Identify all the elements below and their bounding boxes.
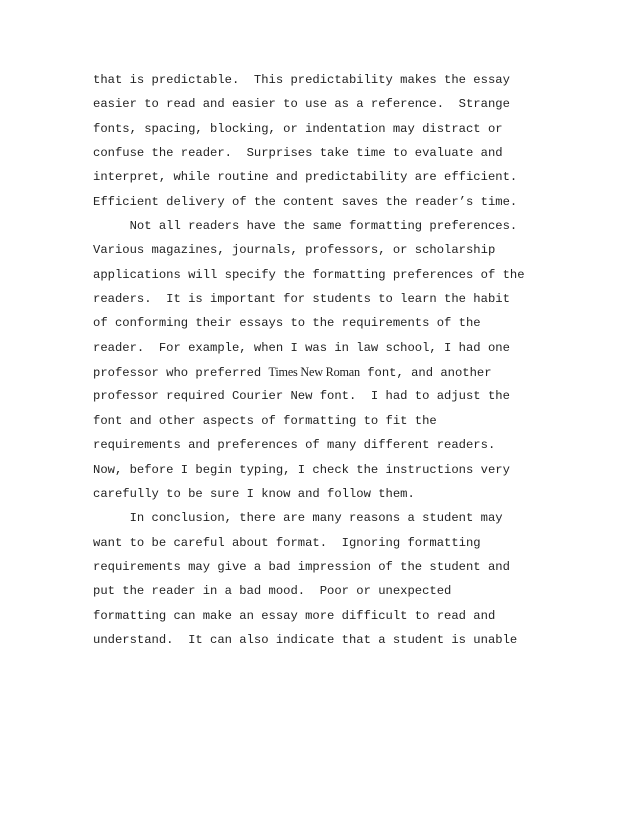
text-line: fonts, spacing, blocking, or indentation may distract or <box>93 121 503 136</box>
text-line: want to be careful about format. Ignoring formatting <box>93 535 481 550</box>
essay-text <box>93 68 553 652</box>
text-line: easier to read and easier to use as a reference. Strange <box>93 97 510 112</box>
text-line: Now, before I begin typing, I check the instructions very <box>93 462 510 477</box>
times-new-roman-run: Times New Roman <box>268 365 360 380</box>
text-line: interpret, while routine and predictability are efficient. <box>93 170 518 185</box>
paragraph-start-line: Not all readers have the same formatting preferences. <box>93 219 518 234</box>
text-line: confuse the reader. Surprises take time to evaluate and <box>93 146 503 161</box>
text-run: font, and another <box>359 366 492 381</box>
text-line: Various magazines, journals, professors, or scholarship <box>93 243 496 258</box>
text-line-mixed-font <box>93 360 553 384</box>
text-line: understand. It can also indicate that a student is unable <box>93 632 518 647</box>
text-run: professor who preferred <box>93 366 269 381</box>
text-line: formatting can make an essay more difficult to read and <box>93 608 496 623</box>
text-line: put the reader in a bad mood. Poor or unexpected <box>93 584 452 599</box>
paragraph-start-line: In conclusion, there are many reasons a student may <box>93 511 503 526</box>
text-line: font and other aspects of formatting to fit the <box>93 413 437 428</box>
text-line: requirements and preferences of many different readers. <box>93 438 496 453</box>
text-line: professor required Courier New font. I had to adjust the <box>93 389 510 404</box>
text-line: reader. For example, when I was in law school, I had one <box>93 340 510 355</box>
text-line: of conforming their essays to the requirements of the <box>93 316 481 331</box>
text-line: Efficient delivery of the content saves the reader’s time. <box>93 194 518 209</box>
text-line: applications will specify the formatting preferences of the <box>93 267 525 282</box>
text-line: carefully to be sure I know and follow them. <box>93 486 415 501</box>
text-line: requirements may give a bad impression of the student and <box>93 559 510 574</box>
text-line: readers. It is important for students to learn the habit <box>93 292 510 307</box>
text-line: that is predictable. This predictability makes the essay <box>93 73 510 87</box>
